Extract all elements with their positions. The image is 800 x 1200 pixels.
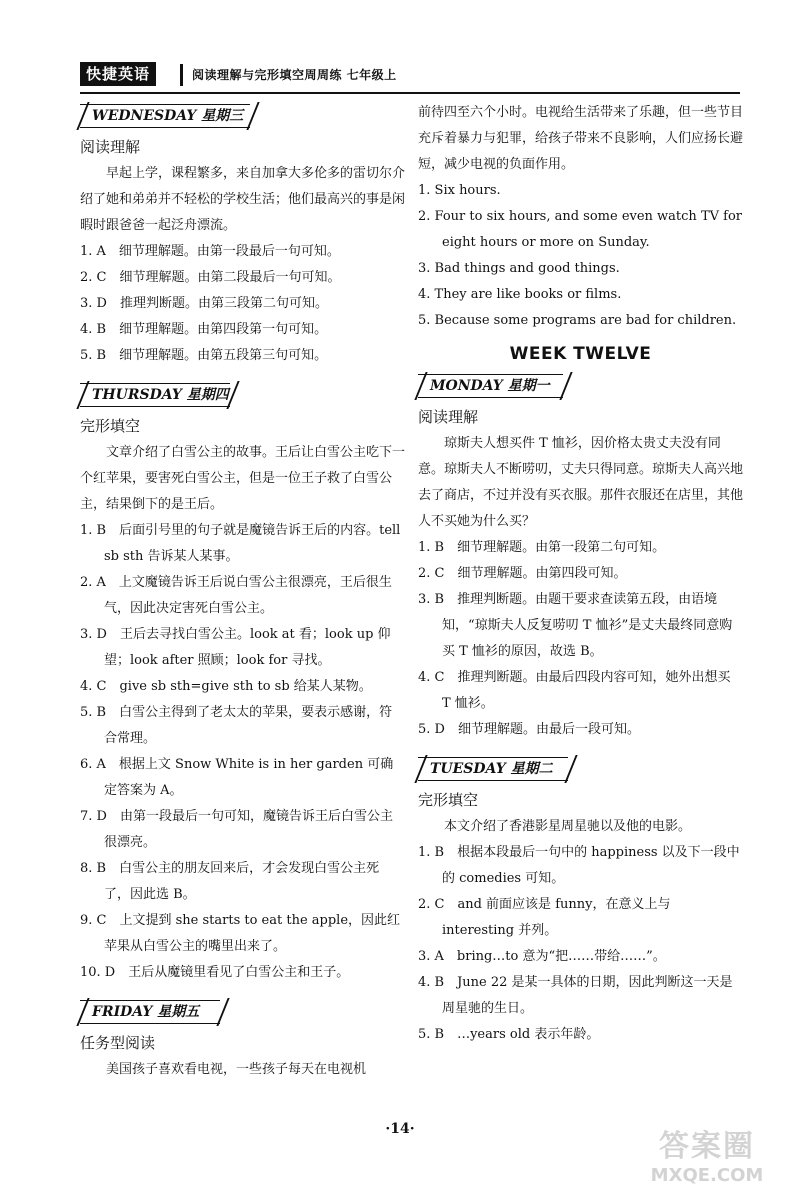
section-title-reading: 阅读理解	[80, 138, 141, 156]
answer-item: 1. A 细节理解题。由第一段最后一句可知。	[80, 244, 340, 259]
left-column	[80, 100, 405, 1083]
book-subtitle: 阅读理解与完形填空周周练 七年级上	[192, 68, 397, 82]
day-tag-label: WEDNESDAY 星期三	[92, 108, 244, 124]
day-tag-label: MONDAY 星期一	[430, 378, 550, 394]
intro-paragraph: 本文介绍了香港影星周星驰以及他的电影。	[444, 819, 692, 834]
answer-list-tuesday	[418, 840, 743, 1048]
answer-item: 5. B 白雪公主得到了老太太的苹果，要表示感谢，符合常理。	[80, 705, 393, 746]
section-title-task-reading: 任务型阅读	[80, 1034, 156, 1052]
answer-item: 8. B 白雪公主的朋友回来后，才会发现白雪公主死了，因此选 B。	[80, 861, 380, 902]
spacer	[80, 369, 405, 379]
spacer	[80, 986, 405, 996]
day-tag-tuesday	[418, 753, 743, 783]
intro-paragraph: 早起上学，课程繁多，来自加拿大多伦多的雷切尔介绍了她和弟弟并不轻松的学校生活；他们最高兴的事是闲暇时跟爸爸一起泛舟漂流。	[80, 166, 406, 233]
intro-paragraph: 美国孩子喜欢看电视，一些孩子每天在电视机	[106, 1062, 367, 1077]
section-title-cloze: 完形填空	[80, 417, 141, 435]
answer-list-wednesday	[80, 239, 405, 369]
answer-item: 2. A 上文魔镜告诉王后说白雪公主很漂亮，王后很生气，因此决定害死白雪公主。	[80, 575, 392, 616]
answer-item: 6. A 根据上文 Snow White is in her garden 可确定答案为 A。	[80, 757, 394, 798]
friday-intro-continued: 前待四至六个小时。电视给生活带来了乐趣，但一些节目充斥着暴力与犯罪，给孩子带来不良影响，人们应扬长避短，减少电视的负面作用。	[418, 105, 744, 172]
intro-paragraph: 琼斯夫人想买件 T 恤衫，因价格太贵丈夫没有同意。琼斯夫人不断唠叨，丈夫只得同意。琼斯夫人高兴地去了商店，不过并没有买衣服。那件衣服还在店里，其他人不买她为什么买？	[418, 436, 744, 529]
book-logo: 快捷英语	[80, 62, 156, 86]
day-tag-label: TUESDAY 星期二	[430, 761, 553, 777]
header-rule	[80, 92, 740, 94]
answer-item: 4. B 细节理解题。由第四段第一句可知。	[80, 322, 328, 337]
answer-item: 1. B 后面引号里的句子就是魔镜告诉王后的内容。tell sb sth 告诉某人某事。	[80, 523, 401, 564]
day-tag-thursday	[80, 379, 405, 409]
answer-item: 4. C give sb sth=give sth to sb 给某人某物。	[80, 679, 372, 694]
day-tag-friday	[80, 996, 405, 1026]
answer-item: 1. B 根据本段最后一句中的 happiness 以及下一段中的 comedies 可知。	[418, 845, 740, 886]
watermark-text: 答案圈	[659, 1129, 755, 1164]
week-title: WEEK TWELVE	[509, 344, 652, 364]
answer-item: 1. B 细节理解题。由第一段第二句可知。	[418, 540, 666, 555]
answer-list-thursday	[80, 518, 405, 986]
watermark-url: MXQE.COM	[650, 1165, 764, 1186]
day-tag-monday	[418, 370, 743, 400]
answer-item: 2. Four to six hours, and some even watch TV for eight hours or more on Sunday.	[418, 209, 742, 250]
day-tag-wednesday	[80, 100, 405, 130]
day-tag-label: THURSDAY 星期四	[92, 387, 229, 403]
answer-item: 4. B June 22 是某一具体的日期，因此判断这一天是周星驰的生日。	[418, 975, 733, 1016]
answer-item: 9. C 上文提到 she starts to eat the apple，因此红苹果从白雪公主的嘴里出来了。	[80, 913, 401, 954]
page-header	[80, 58, 740, 92]
answer-list-friday	[418, 178, 743, 334]
answer-item: 3. D 王后去寻找白雪公主。look at 看；look up 仰望；look after 照顾；look for 寻找。	[80, 627, 391, 668]
answer-item: 2. C 细节理解题。由第四段可知。	[418, 566, 627, 581]
answer-item: 3. A bring…to 意为“把……带给……”。	[418, 949, 666, 964]
answer-item: 7. D 由第一段最后一句可知，魔镜告诉王后白雪公主很漂亮。	[80, 809, 393, 850]
spacer	[418, 743, 743, 753]
answer-item: 4. They are like books or films.	[418, 287, 622, 302]
watermark-logo	[632, 1128, 782, 1192]
page-number: ·14·	[385, 1121, 415, 1137]
intro-paragraph: 文章介绍了白雪公主的故事。王后让白雪公主吃下一个红苹果，要害死白雪公主，但是一位王子救了白雪公主，结果倒下的是王后。	[80, 445, 406, 512]
answer-item: 10. D 王后从魔镜里看见了白雪公主和王子。	[80, 965, 350, 980]
header-divider	[180, 64, 183, 86]
answer-item: 4. C 推理判断题。由最后四段内容可知，她外出想买 T 恤衫。	[418, 670, 731, 711]
answer-item: 3. B 推理判断题。由题干要求查读第五段，由语境知，“琼斯夫人反复唠叨 T 恤衫”是丈夫最终同意购买 T 恤衫的原因，故选 B。	[418, 592, 733, 659]
answer-item: 2. C 细节理解题。由第二段最后一句可知。	[80, 270, 341, 285]
answer-list-monday	[418, 535, 743, 743]
answer-item: 5. D 细节理解题。由最后一段可知。	[418, 722, 640, 737]
answer-item: 5. B 细节理解题。由第五段第三句可知。	[80, 348, 328, 363]
day-tag-label: FRIDAY 星期五	[92, 1004, 200, 1020]
answer-item: 3. Bad things and good things.	[418, 261, 620, 276]
answer-item: 2. C and 前面应该是 funny，在意义上与 interesting 并列。	[418, 897, 671, 938]
answer-item: 5. Because some programs are bad for children.	[418, 313, 737, 328]
section-title-cloze: 完形填空	[418, 791, 479, 809]
right-column	[418, 100, 743, 1048]
answer-item: 5. B …years old 表示年龄。	[418, 1027, 600, 1042]
section-title-reading: 阅读理解	[418, 408, 479, 426]
answer-item: 1. Six hours.	[418, 183, 501, 198]
answer-item: 3. D 推理判断题。由第三段第二句可知。	[80, 296, 328, 311]
